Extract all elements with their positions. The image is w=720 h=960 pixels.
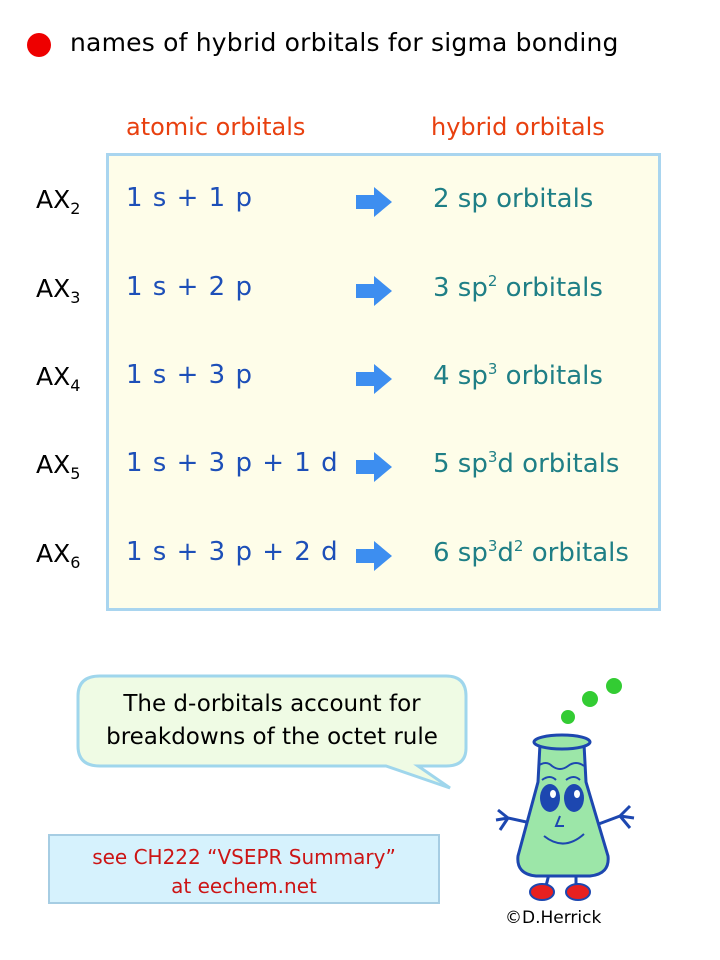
right-arrow-icon bbox=[356, 187, 392, 217]
column-header-hybrid: hybrid orbitals bbox=[431, 113, 605, 141]
formula-label: $AX_4$ bbox=[36, 362, 81, 395]
right-arrow-icon bbox=[356, 452, 392, 482]
hybrid-orbitals-cell: 6 $sp^3d^2$ orbitals bbox=[433, 537, 629, 568]
speech-bubble-text: The d-orbitals account for breakdowns of the octet rule bbox=[106, 691, 438, 750]
table-row bbox=[0, 177, 720, 227]
table-row bbox=[0, 354, 720, 404]
hybrid-orbitals-cell: 2 sp orbitals bbox=[433, 184, 594, 214]
formula-label: $AX_5$ bbox=[36, 450, 81, 483]
bullet-icon bbox=[27, 33, 51, 57]
column-header-atomic: atomic orbitals bbox=[126, 113, 306, 141]
page-title: names of hybrid orbitals for sigma bonding bbox=[70, 28, 619, 57]
table-row bbox=[0, 442, 720, 492]
right-arrow-icon bbox=[356, 541, 392, 571]
flask-mascot-illustration bbox=[480, 670, 640, 910]
atomic-orbitals-cell: 1 s + 3 p + 1 d bbox=[126, 448, 339, 478]
table-row bbox=[0, 531, 720, 581]
hybrid-orbitals-cell: 3 $sp^2$ orbitals bbox=[433, 272, 603, 303]
reference-note-link: at eechem.net bbox=[171, 874, 317, 898]
reference-note-line: see CH222 “VSEPR Summary” bbox=[92, 845, 396, 869]
table-row bbox=[0, 266, 720, 316]
hybrid-orbitals-cell: 5 $sp^3d$ orbitals bbox=[433, 448, 620, 479]
atomic-orbitals-cell: 1 s + 2 p bbox=[126, 272, 253, 302]
right-arrow-icon bbox=[356, 276, 392, 306]
copyright-credit: ©D.Herrick bbox=[505, 908, 602, 928]
right-arrow-icon bbox=[356, 364, 392, 394]
formula-label: $AX_3$ bbox=[36, 274, 81, 307]
formula-label: $AX_2$ bbox=[36, 185, 81, 218]
atomic-orbitals-cell: 1 s + 1 p bbox=[126, 183, 253, 213]
atomic-orbitals-cell: 1 s + 3 p + 2 d bbox=[126, 537, 339, 567]
hybrid-orbitals-cell: 4 $sp^3$ orbitals bbox=[433, 360, 603, 391]
formula-label: $AX_6$ bbox=[36, 539, 81, 572]
atomic-orbitals-cell: 1 s + 3 p bbox=[126, 360, 253, 390]
